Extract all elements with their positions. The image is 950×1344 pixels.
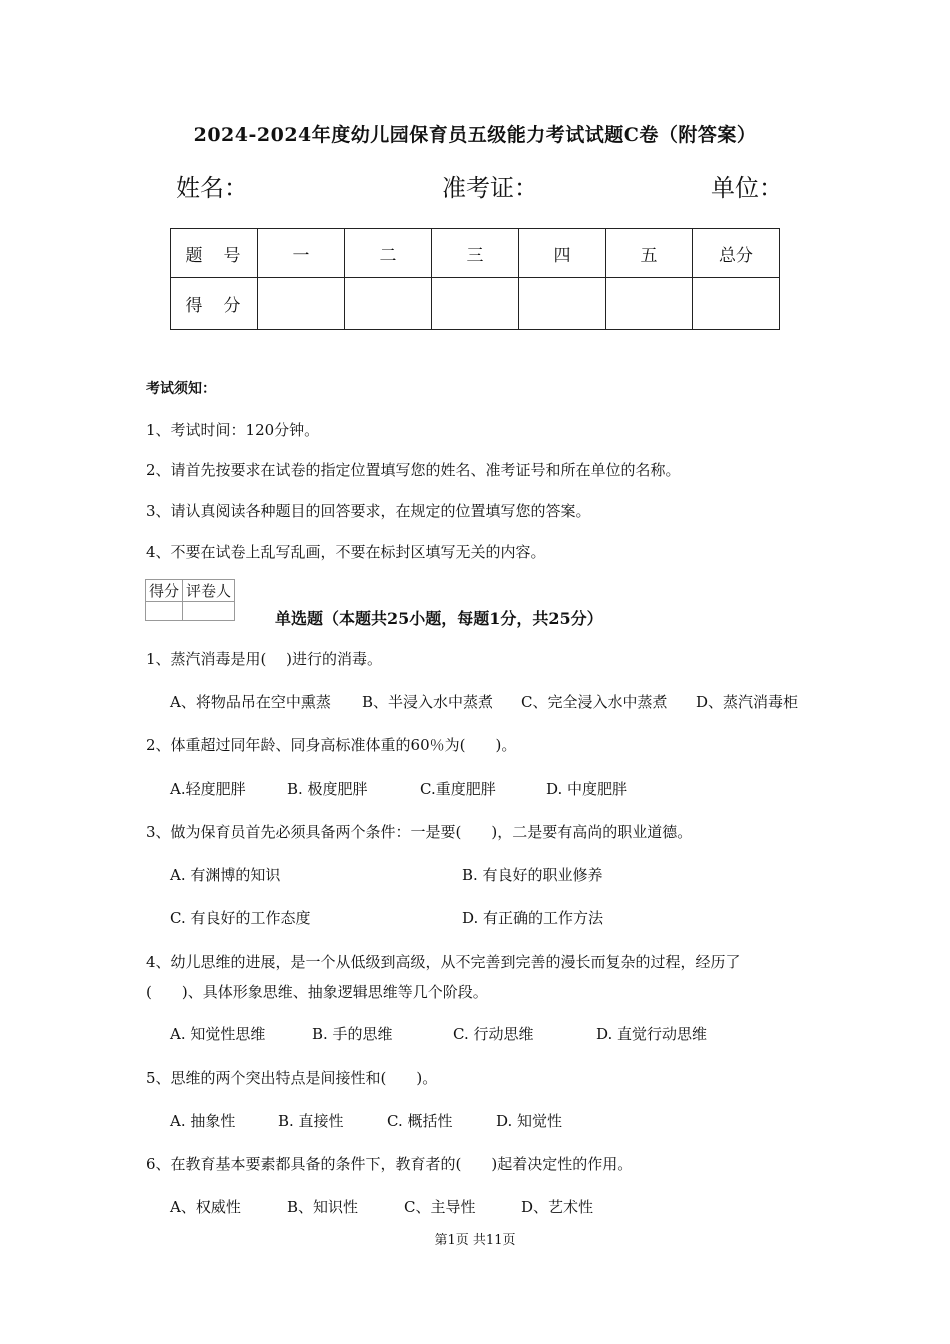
score-header-3: 三	[432, 229, 519, 278]
notice-item-2: 2、请首先按要求在试卷的指定位置填写您的姓名、准考证号和所在单位的名称。	[146, 461, 681, 479]
grader-score-label: 得分	[146, 580, 183, 602]
q5-option-d[interactable]: D. 知觉性	[496, 1112, 563, 1130]
notice-item-1: 1、考试时间：120分钟。	[146, 421, 320, 439]
q3-option-a[interactable]: A. 有渊博的知识	[170, 866, 281, 884]
exam-id-label: 准考证：	[442, 174, 538, 202]
q5-option-b[interactable]: B. 直接性	[278, 1112, 344, 1130]
grader-box	[145, 579, 235, 621]
q5-option-a[interactable]: A. 抽象性	[170, 1112, 236, 1130]
score-header-2: 二	[345, 229, 432, 278]
q1-option-c[interactable]: C、完全浸入水中蒸煮	[521, 693, 668, 711]
question-1: 1、蒸汽消毒是用( )进行的消毒。	[146, 650, 383, 668]
unit-label: 单位：	[711, 174, 783, 202]
q4-option-c[interactable]: C. 行动思维	[453, 1025, 534, 1043]
q6-option-d[interactable]: D、艺术性	[521, 1198, 594, 1216]
q4-option-d[interactable]: D. 直觉行动思维	[596, 1025, 708, 1043]
question-4: 4、幼儿思维的进展，是一个从低级到高级，从不完善到完善的漫长而复杂的过程，经历了	[146, 953, 741, 971]
score-header-label: 题 号	[171, 229, 258, 278]
q6-option-a[interactable]: A、权威性	[170, 1198, 241, 1216]
notice-item-3: 3、请认真阅读各种题目的回答要求，在规定的位置填写您的答案。	[146, 502, 591, 520]
page-title: 2024-2024年度幼儿园保育员五级能力考试试题C卷（附答案）	[193, 124, 757, 146]
q1-option-b[interactable]: B、半浸入水中蒸煮	[362, 693, 494, 711]
score-header-total: 总分	[693, 229, 780, 278]
score-table-score-row	[171, 278, 780, 330]
grader-name-cell[interactable]	[183, 602, 235, 621]
section-title: 单选题（本题共25小题，每题1分，共25分）	[275, 609, 603, 628]
question-5: 5、思维的两个突出特点是间接性和( )。	[146, 1069, 438, 1087]
q3-option-d[interactable]: D. 有正确的工作方法	[462, 909, 604, 927]
notice-title: 考试须知：	[146, 381, 216, 397]
score-cell-5[interactable]	[606, 278, 693, 330]
q3-option-c[interactable]: C. 有良好的工作态度	[170, 909, 311, 927]
q1-option-d[interactable]: D、蒸汽消毒柜	[696, 693, 799, 711]
q2-option-a[interactable]: A.轻度肥胖	[170, 780, 246, 798]
score-header-1: 一	[258, 229, 345, 278]
grader-score-cell[interactable]	[146, 602, 183, 621]
score-cell-total[interactable]	[693, 278, 780, 330]
score-table	[170, 228, 780, 330]
q4-option-a[interactable]: A. 知觉性思维	[170, 1025, 266, 1043]
question-2: 2、体重超过同年龄、同身高标准体重的60％为( )。	[146, 736, 517, 754]
q2-option-b[interactable]: B. 极度肥胖	[287, 780, 368, 798]
score-cell-1[interactable]	[258, 278, 345, 330]
score-cell-2[interactable]	[345, 278, 432, 330]
q5-option-c[interactable]: C. 概括性	[387, 1112, 453, 1130]
notice-item-4: 4、不要在试卷上乱写乱画，不要在标封区填写无关的内容。	[146, 543, 546, 561]
q1-option-a[interactable]: A、将物品吊在空中熏蒸	[170, 693, 331, 711]
q3-option-b[interactable]: B. 有良好的职业修养	[462, 866, 603, 884]
question-4-continued: ( )、具体形象思维、抽象逻辑思维等几个阶段。	[146, 983, 488, 1001]
name-label: 姓名：	[176, 174, 248, 202]
page-footer: 第1页 共11页	[434, 1233, 516, 1248]
q4-option-b[interactable]: B. 手的思维	[312, 1025, 393, 1043]
question-6: 6、在教育基本要素都具备的条件下，教育者的( )起着决定性的作用。	[146, 1155, 633, 1173]
q6-option-c[interactable]: C、主导性	[404, 1198, 476, 1216]
score-cell-4[interactable]	[519, 278, 606, 330]
q2-option-c[interactable]: C.重度肥胖	[420, 780, 496, 798]
q2-option-d[interactable]: D. 中度肥胖	[546, 780, 628, 798]
score-table-header-row	[171, 229, 780, 278]
grader-name-label: 评卷人	[183, 580, 235, 602]
score-header-5: 五	[606, 229, 693, 278]
score-cell-3[interactable]	[432, 278, 519, 330]
q6-option-b[interactable]: B、知识性	[287, 1198, 359, 1216]
score-header-4: 四	[519, 229, 606, 278]
question-3: 3、做为保育员首先必须具备两个条件：一是要( )，二是要有高尚的职业道德。	[146, 823, 693, 841]
score-row-label: 得 分	[171, 278, 258, 330]
